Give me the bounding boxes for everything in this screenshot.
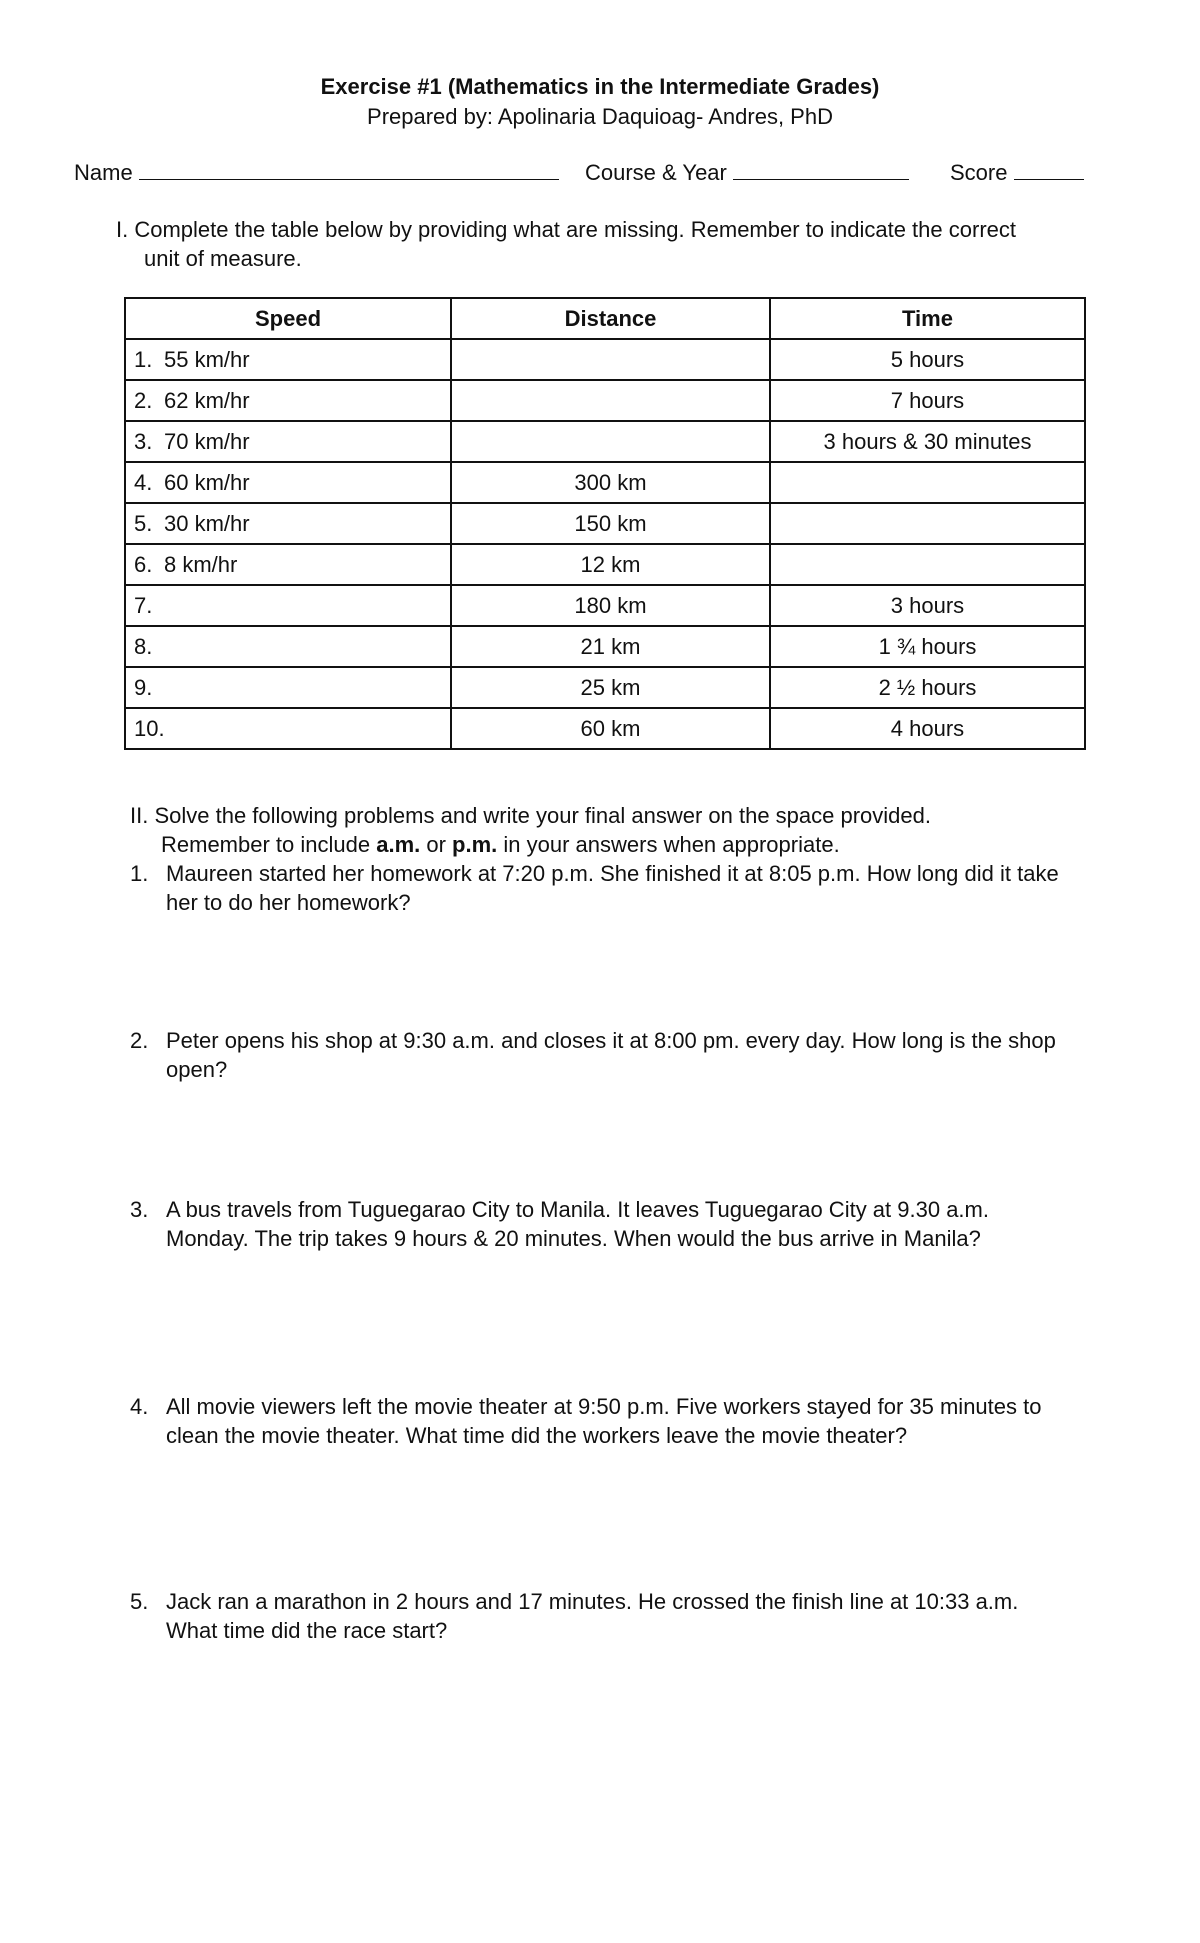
speed-value: 8 km/hr — [164, 551, 238, 577]
problem-item — [130, 1195, 1070, 1253]
part1-instruction-line1: I. Complete the table below by providing what are missing. Remember to indicate the correct — [116, 217, 1016, 242]
part1-instruction — [116, 215, 1016, 273]
problem-item — [130, 859, 1070, 917]
table-row — [125, 421, 1085, 462]
row-number: 1. — [134, 346, 153, 372]
distance-cell: 300 km — [451, 462, 770, 503]
row-number: 5. — [134, 510, 153, 536]
time-cell: 5 hours — [770, 339, 1085, 380]
part1-instruction-line2: unit of measure. — [144, 246, 302, 271]
distance-cell — [451, 380, 770, 421]
distance-cell: 150 km — [451, 503, 770, 544]
table-row — [125, 339, 1085, 380]
speed-cell — [125, 421, 451, 462]
pm-keyword: p.m. — [452, 832, 498, 857]
speed-cell — [125, 667, 451, 708]
table-header-row — [125, 298, 1085, 339]
speed-cell — [125, 503, 451, 544]
distance-cell: 60 km — [451, 708, 770, 749]
table-row — [125, 708, 1085, 749]
course-year-blank[interactable] — [733, 161, 909, 180]
problem-number: 5. — [130, 1589, 149, 1614]
table-row — [125, 585, 1085, 626]
distance-cell: 12 km — [451, 544, 770, 585]
speed-cell — [125, 585, 451, 626]
problem-item — [130, 1026, 1070, 1084]
time-cell — [770, 462, 1085, 503]
problem-item — [130, 1587, 1070, 1645]
speed-cell — [125, 462, 451, 503]
column-header-distance: Distance — [451, 298, 770, 339]
course-year-label: Course & Year — [585, 160, 727, 185]
part2-line2-post: in your answers when appropriate. — [497, 832, 840, 857]
table-row — [125, 503, 1085, 544]
table-row — [125, 626, 1085, 667]
problem-number: 3. — [130, 1197, 149, 1222]
distance-cell: 21 km — [451, 626, 770, 667]
speed-distance-time-table — [124, 297, 1086, 750]
speed-value: 60 km/hr — [164, 469, 250, 495]
worksheet-title: Exercise #1 (Mathematics in the Intermediate Grades) — [320, 74, 880, 99]
table-row — [125, 544, 1085, 585]
part2-instruction — [130, 801, 931, 859]
course-year-field[interactable] — [585, 160, 909, 186]
problem-text: All movie viewers left the movie theater at 9:50 p.m. Five workers stayed for 35 minutes to clean the movie theater. What time did the workers leave the movie theater? — [166, 1394, 1042, 1448]
table-row — [125, 667, 1085, 708]
problem-item — [130, 1392, 1070, 1450]
worksheet-author: Prepared by: Apolinaria Daquioag- Andres, PhD — [367, 104, 833, 129]
table-row — [125, 462, 1085, 503]
distance-cell: 180 km — [451, 585, 770, 626]
speed-value: 62 km/hr — [164, 387, 250, 413]
time-cell — [770, 544, 1085, 585]
time-cell: 3 hours — [770, 585, 1085, 626]
row-number: 10. — [134, 715, 165, 741]
time-cell — [770, 503, 1085, 544]
name-label: Name — [74, 160, 133, 185]
row-number: 9. — [134, 674, 153, 700]
part2-instruction-line2 — [130, 830, 931, 859]
name-blank[interactable] — [139, 161, 559, 180]
problem-text: Jack ran a marathon in 2 hours and 17 minutes. He crossed the finish line at 10:33 a.m. What time did the race start? — [166, 1589, 1019, 1643]
score-field[interactable] — [950, 160, 1084, 186]
column-header-speed: Speed — [125, 298, 451, 339]
column-header-time: Time — [770, 298, 1085, 339]
speed-value: 30 km/hr — [164, 510, 250, 536]
score-blank[interactable] — [1014, 161, 1084, 180]
row-number: 8. — [134, 633, 153, 659]
part2-line2-pre: Remember to include — [161, 832, 377, 857]
speed-cell — [125, 626, 451, 667]
speed-value: 55 km/hr — [164, 346, 250, 372]
time-cell: 1 ¾ hours — [770, 626, 1085, 667]
problem-text: A bus travels from Tuguegarao City to Manila. It leaves Tuguegarao City at 9.30 a.m. Monday. The trip takes 9 hours & 20 minutes. When would the bus arrive in Manila? — [166, 1197, 989, 1251]
row-number: 6. — [134, 551, 153, 577]
speed-cell — [125, 339, 451, 380]
speed-cell — [125, 544, 451, 585]
part2-instruction-line1: II. Solve the following problems and write your final answer on the space provided. — [130, 803, 931, 828]
problem-text: Peter opens his shop at 9:30 a.m. and closes it at 8:00 pm. every day. How long is the shop open? — [166, 1028, 1056, 1082]
table-row — [125, 380, 1085, 421]
row-number: 4. — [134, 469, 153, 495]
row-number: 2. — [134, 387, 153, 413]
time-cell: 7 hours — [770, 380, 1085, 421]
speed-cell — [125, 380, 451, 421]
part2-or-text: or — [420, 832, 453, 857]
distance-cell — [451, 421, 770, 462]
time-cell: 2 ½ hours — [770, 667, 1085, 708]
problem-number: 1. — [130, 861, 149, 886]
am-keyword: a.m. — [376, 832, 421, 857]
speed-value: 70 km/hr — [164, 428, 250, 454]
name-field[interactable] — [74, 160, 559, 186]
time-cell: 3 hours & 30 minutes — [770, 421, 1085, 462]
problem-number: 2. — [130, 1028, 149, 1053]
speed-cell — [125, 708, 451, 749]
time-cell: 4 hours — [770, 708, 1085, 749]
problem-text: Maureen started her homework at 7:20 p.m. She finished it at 8:05 p.m. How long did it take her to do her homework? — [166, 861, 1059, 915]
row-number: 3. — [134, 428, 153, 454]
distance-cell — [451, 339, 770, 380]
score-label: Score — [950, 160, 1008, 185]
problem-number: 4. — [130, 1394, 149, 1419]
row-number: 7. — [134, 592, 153, 618]
distance-cell: 25 km — [451, 667, 770, 708]
